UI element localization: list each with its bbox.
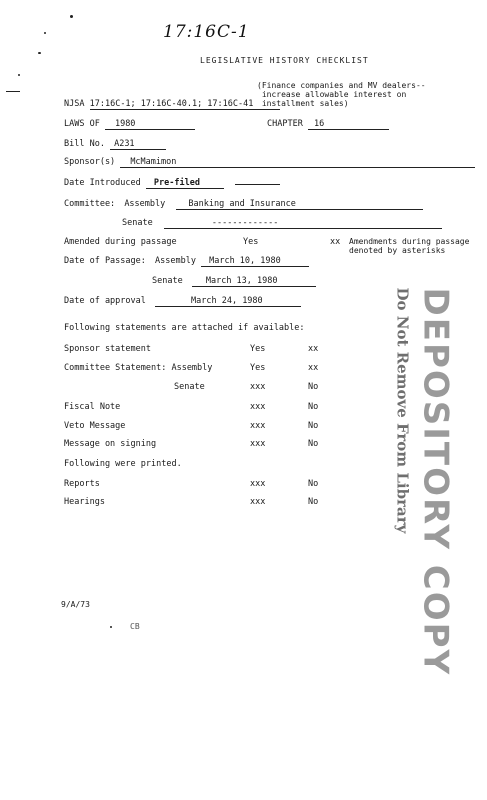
scan-speck	[70, 15, 73, 18]
statement-no: No	[308, 421, 319, 431]
statement-yes: xxx	[250, 439, 266, 449]
statement-no: No	[308, 382, 319, 392]
statement-no: xx	[308, 344, 319, 354]
njsa-label: NJSA	[64, 99, 85, 109]
scan-speck	[18, 74, 20, 76]
laws-of-row	[64, 119, 195, 130]
amended-mark: xx	[330, 237, 341, 247]
scan-speck	[38, 52, 41, 54]
printed-yes: xxx	[250, 497, 266, 507]
footer-code: 9/A/73	[61, 600, 90, 609]
date-introduced-row	[64, 178, 280, 189]
statement-row-sponsor: Sponsor statement	[64, 344, 151, 354]
committee-label: Committee:	[64, 199, 116, 209]
statement-row-fiscal-note: Fiscal Note	[64, 402, 121, 412]
passage-assembly-label: Assembly	[155, 256, 196, 266]
stamp-line-do-not-remove: Do Not Remove From Library	[393, 287, 412, 534]
statement-yes: xxx	[250, 421, 266, 431]
passage-senate-label: Senate	[152, 276, 183, 286]
statement-yes: xxx	[250, 402, 266, 412]
printed-yes: xxx	[250, 479, 266, 489]
statement-no: No	[308, 439, 319, 449]
footer-mark: CB	[130, 622, 140, 631]
laws-of-label: LAWS OF	[64, 119, 100, 129]
statement-no: No	[308, 402, 319, 412]
statement-yes: Yes	[250, 363, 266, 373]
chapter-label: CHAPTER	[267, 119, 303, 129]
passage-senate-row	[152, 276, 316, 287]
scan-speck	[44, 32, 46, 34]
scan-speck	[110, 626, 112, 628]
sponsor-label: Sponsor(s)	[64, 157, 116, 167]
date-approval-row	[64, 296, 301, 307]
printed-heading: Following were printed.	[64, 459, 182, 469]
committee-senate-label: Senate	[122, 218, 153, 228]
printed-row-reports: Reports	[64, 479, 100, 489]
statement-row-veto-message: Veto Message	[64, 421, 126, 431]
stamp-line-depository-copy: DEPOSITORY COPY	[415, 287, 456, 677]
committee-assembly-label: Assembly	[124, 199, 166, 209]
amended-yes: Yes	[243, 237, 259, 247]
amended-note: Amendments during passage denoted by asterisks	[349, 237, 470, 255]
njsa-row	[64, 99, 280, 110]
printed-row-hearings: Hearings	[64, 497, 105, 507]
sponsor-value: McMamimon	[120, 157, 475, 168]
chapter-row	[267, 119, 389, 130]
date-approval-label: Date of approval	[64, 296, 146, 306]
bill-no-value: A231	[110, 139, 166, 150]
statement-no: xx	[308, 363, 319, 373]
handwritten-statute-number: 17:16C-1	[163, 22, 250, 42]
statements-heading: Following statements are attached if available:	[64, 323, 305, 333]
bill-no-row	[64, 139, 166, 150]
chapter-value: 16	[308, 119, 389, 130]
statement-yes: Yes	[250, 344, 266, 354]
njsa-value: 17:16C-1; 17:16C-40.1; 17:16C-41	[90, 99, 280, 110]
statement-row-message-on-signing: Message on signing	[64, 439, 157, 449]
amended-label: Amended during passage	[64, 237, 177, 247]
laws-of-value: 1980	[105, 119, 195, 130]
committee-assembly-value: Banking and Insurance	[176, 199, 423, 210]
passage-assembly-value: March 10, 1980	[201, 256, 309, 267]
passage-assembly-row	[64, 256, 309, 267]
statement-yes: xxx	[250, 382, 266, 392]
sponsor-row	[64, 157, 475, 168]
date-introduced-value: Pre-filed	[146, 178, 224, 189]
passage-senate-value: March 13, 1980	[192, 276, 316, 287]
date-passage-label: Date of Passage:	[64, 256, 146, 266]
printed-no: No	[308, 497, 319, 507]
bill-no-label: Bill No.	[64, 139, 105, 149]
date-approval-value: March 24, 1980	[155, 296, 301, 307]
committee-senate-row	[122, 218, 442, 229]
committee-assembly-row	[64, 199, 423, 210]
page-title: LEGISLATIVE HISTORY CHECKLIST	[200, 56, 369, 65]
scan-speck	[6, 91, 20, 92]
header-note: (Finance companies and MV dealers-- increase allowable interest on installment sales)	[257, 81, 426, 108]
statement-row-committee-assembly: Committee Statement: Assembly	[64, 363, 213, 373]
statement-row-committee-senate: Senate	[174, 382, 205, 392]
committee-senate-value: -------------	[164, 218, 442, 229]
date-introduced-line	[235, 184, 280, 185]
date-introduced-label: Date Introduced	[64, 178, 141, 188]
printed-no: No	[308, 479, 319, 489]
